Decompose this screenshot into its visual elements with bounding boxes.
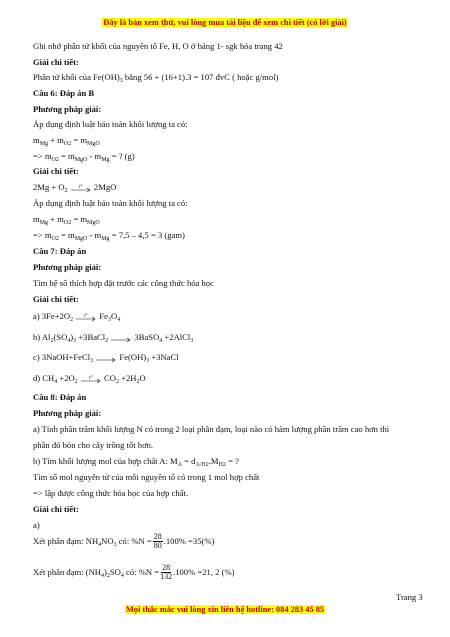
hotline-footer: Mọi thắc mắc vui lòng xin liên hệ hotline: 084 283 45 85 [125,605,325,614]
text-line: a) Tính phần trăm khối lượng N có trong 2 loại phân đạm, loại nào có hàm lượng phần trăm cao hơn thì [33,424,390,434]
question-heading: Câu 8: Đáp án [33,392,87,402]
text-line: phân đó bón cho cây trồng tốt hơn. [33,440,154,450]
section-heading: Giải chi tiết: [33,166,79,176]
text-line: Áp dụng định luật bảo toàn khối lượng ta có: [33,119,188,129]
reaction-d: d) $CH_4 +2O_2$ t° $CO_2 +2H_2O$ [33,373,146,385]
text-line: Áp dụng định luật bảo toàn khối lượng ta có: [33,198,188,208]
page-number: Trang 3 [396,592,423,602]
equation: => $m_{O2} = m_{MgO} - m_{Mg}$ = ? (g) [33,151,135,163]
svg-text:t°: t° [84,313,88,319]
question-heading: Câu 6: Đáp án B [33,88,95,98]
text-line: Tìm hệ số thích hợp đặt trước các công thức hóa học [33,278,214,288]
equation: $2Mg + O_2$ t° 2MgO [33,182,117,194]
section-heading: Giải chi tiết: [33,294,79,304]
reaction-b: b) $Al_2(SO_4)_3$ +3BaCl$_2$ 3BaSO$_4$ +2AlCl$_3$ [33,332,194,344]
calc-nh4-2so4: Xét phân đạm: $(NH_4)_2SO_4$ có: %N = $\frac{28}{132}$ .100% =21, 2 (%) [33,563,235,582]
equation: $m_{Mg} + m_{O2} = m_{MgO}$ [33,214,100,226]
text-line: => lập được công thức hóa học của hợp chất. [33,488,189,498]
calc-nh4no3: Xét phân đạm: $NH_4NO_3$ có: %N = $\frac{28}{80}$ .100% =35(%) [33,532,215,551]
reaction-a: a) $3Fe+2O_2$ t° $Fe_3O_4$ [33,311,121,323]
svg-text:t°: t° [88,375,93,381]
equation: $m_{Mg} + m_{O2} = m_{MgO}$ [33,135,100,147]
text-line: Phân tử khối của $Fe(OH)_3$ bằng 56 + (16+1).3 = 107 đvC ( hoặc g/mol) [33,72,279,84]
question-heading: Câu 7: Đáp án [33,246,87,256]
section-heading: Phương pháp giải: [33,262,102,272]
section-heading: Phương pháp giải: [33,408,102,418]
text-line: Ghi nhớ phân tử khối của nguyên tố Fe, H, O ở bảng 1- sgk hóa trang 42 [33,41,283,51]
reaction-c: c) 3NaOH+FeCl$_3$ $Fe(OH)_3$ +3NaCl [33,352,179,364]
section-heading: Giải chi tiết: [33,57,79,67]
section-heading: Phương pháp giải: [33,104,102,114]
preview-banner: Đây là bản xem thử, vui lòng mua tài liệu để xem chi tiết (có lời giải) [103,18,347,27]
text-line: Tìm số mol nguyên tử của mỗi nguyên tố có trong 1 mol hợp chất [33,472,260,482]
text-line: b) Tìm khối lượng mol của hợp chất A: $M_A = d_{A/H2}.M_{H2}$ = ? [33,456,239,468]
equation: => $m_{O2} = m_{MgO} - m_{Mg} = 7,5 - 4,5 = 3$ (gam) [33,230,185,242]
section-heading: Giải chi tiết: [33,504,79,514]
svg-text:t°: t° [78,184,83,190]
text-line: a) [33,520,40,530]
